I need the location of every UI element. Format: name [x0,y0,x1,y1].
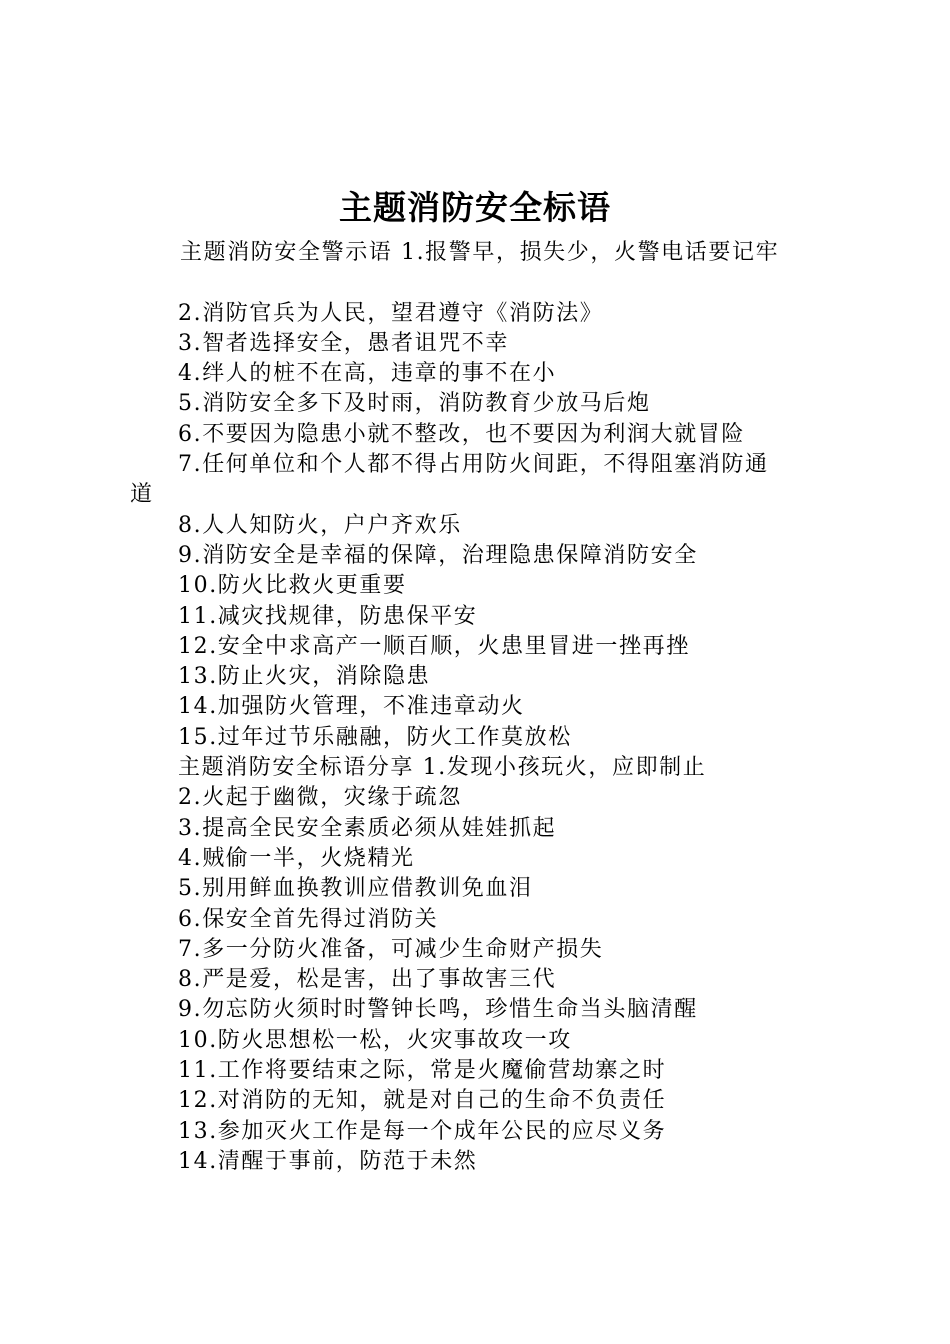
slogan-line: 4.绊人的桩不在高，违章的事不在小 [178,361,557,387]
document-body [0,238,950,1177]
slogan-line: 11.减灾找规律，防患保平安 [178,603,478,629]
slogan-line: 14.加强防火管理，不准违章动火 [178,694,525,720]
slogan-line: 15.过年过节乐融融，防火工作莫放松 [178,724,572,750]
slogan-line: 6.不要因为隐患小就不整改，也不要因为利润大就冒险 [178,421,745,447]
slogan-line: 3.提高全民安全素质必须从娃娃抓起 [178,815,557,841]
slogan-line: 8.严是爱，松是害，出了事故害三代 [178,967,557,993]
slogan-line: 8.人人知防火，户户齐欢乐 [178,512,462,538]
slogan-line: 11.工作将要结束之际，常是火魔偷营劫寨之时 [178,1058,667,1084]
slogan-line: 5.别用鲜血换教训应借教训免血泪 [178,876,533,902]
slogan-line: 3.智者选择安全，愚者诅咒不幸 [178,330,509,356]
slogan-line: 12.安全中求高产一顺百顺，火患里冒进一挫再挫 [178,633,690,659]
slogan-line: 9.消防安全是幸福的保障，治理隐患保障消防安全 [178,542,698,568]
slogan-line: 12.对消防的无知，就是对自己的生命不负责任 [178,1088,667,1114]
slogan-line: 2.火起于幽微，灾缘于疏忽 [178,785,462,811]
slogan-line: 5.消防安全多下及时雨，消防教育少放马后炮 [178,391,651,417]
slogan-line-wrap: 道 [130,482,154,508]
slogan-line: 13.防止火灾，消除隐患 [178,664,431,690]
slogan-line: 10.防火比救火更重要 [178,573,407,599]
slogan-line: 7.任何单位和个人都不得占用防火间距，不得阻塞消防通 [178,452,769,478]
blank-line [0,268,950,298]
slogan-line: 7.多一分防火准备，可减少生命财产损失 [178,936,604,962]
slogan-line: 2.消防官兵为人民，望君遵守《消防法》 [178,300,604,326]
slogan-line: 9.勿忘防火须时时警钟长鸣，珍惜生命当头脑清醒 [178,997,698,1023]
section2-intro: 主题消防安全标语分享 1.发现小孩玩火，应即制止 [178,755,707,781]
slogan-line: 6.保安全首先得过消防关 [178,906,439,932]
slogan-line: 4.贼偷一半，火烧精光 [178,845,415,871]
slogan-line: 14.清醒于事前，防范于未然 [178,1148,478,1174]
section1-intro: 主题消防安全警示语 1.报警早，损失少，火警电话要记牢 [180,240,780,265]
document-title: 主题消防安全标语 [339,188,611,227]
slogan-line: 13.参加灭火工作是每一个成年公民的应尽义务 [178,1118,667,1144]
slogan-line: 10.防火思想松一松，火灾事故攻一攻 [178,1027,572,1053]
